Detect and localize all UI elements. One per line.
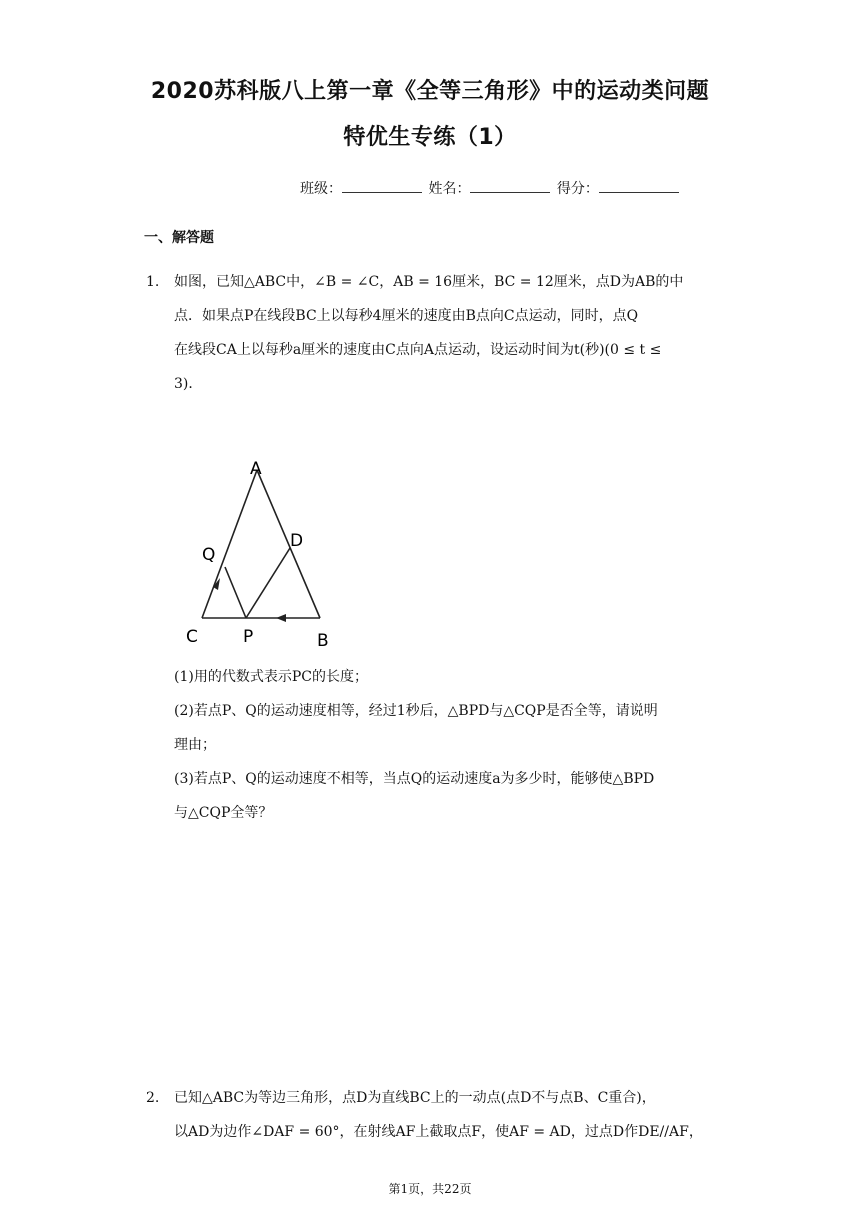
question-1-line: 3)． [174, 376, 203, 392]
question-2-line: 已知△ABC为等边三角形，点D为直线BC上的一动点(点D不与点B、C重合)， [174, 1090, 656, 1106]
question-1-line: 点．如果点P在线段BC上以每秒4厘米的速度由B点向C点运动，同时，点Q [174, 308, 639, 324]
sub-question-2-cont: 理由； [174, 737, 216, 753]
score-blank[interactable] [599, 180, 679, 193]
question-2-number: 2. [146, 1090, 160, 1106]
arrow-p-icon [276, 614, 286, 622]
score-label: 得分： [556, 181, 599, 197]
side-ac [202, 470, 257, 618]
question-1-text [174, 265, 719, 401]
segment-qp [225, 567, 246, 618]
question-1-number: 1. [146, 274, 160, 290]
sub-question-2: (2)若点P、Q的运动速度相等，经过1秒后，△BPD与△CQP是否全等，请说明 [174, 703, 658, 719]
sub-question-3-cont: 与△CQP全等？ [174, 805, 273, 821]
label-p: P [243, 627, 254, 647]
question-2-line: 以AD为边作∠DAF = 60°，在射线AF上截取点F，使AF = AD，过点D作DE//AF， [174, 1124, 703, 1140]
label-a: A [250, 459, 262, 479]
class-label: 班级： [300, 181, 342, 197]
document-title: 2020苏科版八上第一章《全等三角形》中的运动类问题 [150, 79, 710, 104]
sub-question-1: (1)用的代数式表示PC的长度； [174, 669, 368, 685]
name-label: 姓名： [428, 181, 471, 197]
label-q: Q [202, 545, 216, 565]
name-blank[interactable] [470, 180, 550, 193]
document-subtitle: 特优生专练（1） [343, 125, 517, 150]
side-ab [257, 470, 320, 618]
question-1-line: 如图，已知△ABC中，∠B = ∠C，AB = 16厘米，BC = 12厘米，点D为AB的中 [174, 274, 684, 290]
label-d: D [290, 531, 304, 551]
question-1-subparts [174, 660, 719, 830]
label-b: B [317, 631, 329, 651]
question-1-line: 在线段CA上以每秒a厘米的速度由C点向A点运动，设运动时间为t(秒)(0 ≤ t ≤ [174, 342, 662, 358]
class-blank[interactable] [342, 180, 422, 193]
label-c: C [186, 627, 198, 647]
segment-pd [246, 548, 290, 618]
triangle-figure [180, 450, 350, 655]
sub-question-3: (3)若点P、Q的运动速度不相等，当点Q的运动速度a为多少时，能够使△BPD [174, 771, 655, 787]
question-2-text [174, 1081, 719, 1149]
page-footer: 第1页，共22页 [388, 1182, 472, 1196]
section-title: 一、解答题 [144, 230, 214, 246]
student-info-line [300, 178, 681, 198]
